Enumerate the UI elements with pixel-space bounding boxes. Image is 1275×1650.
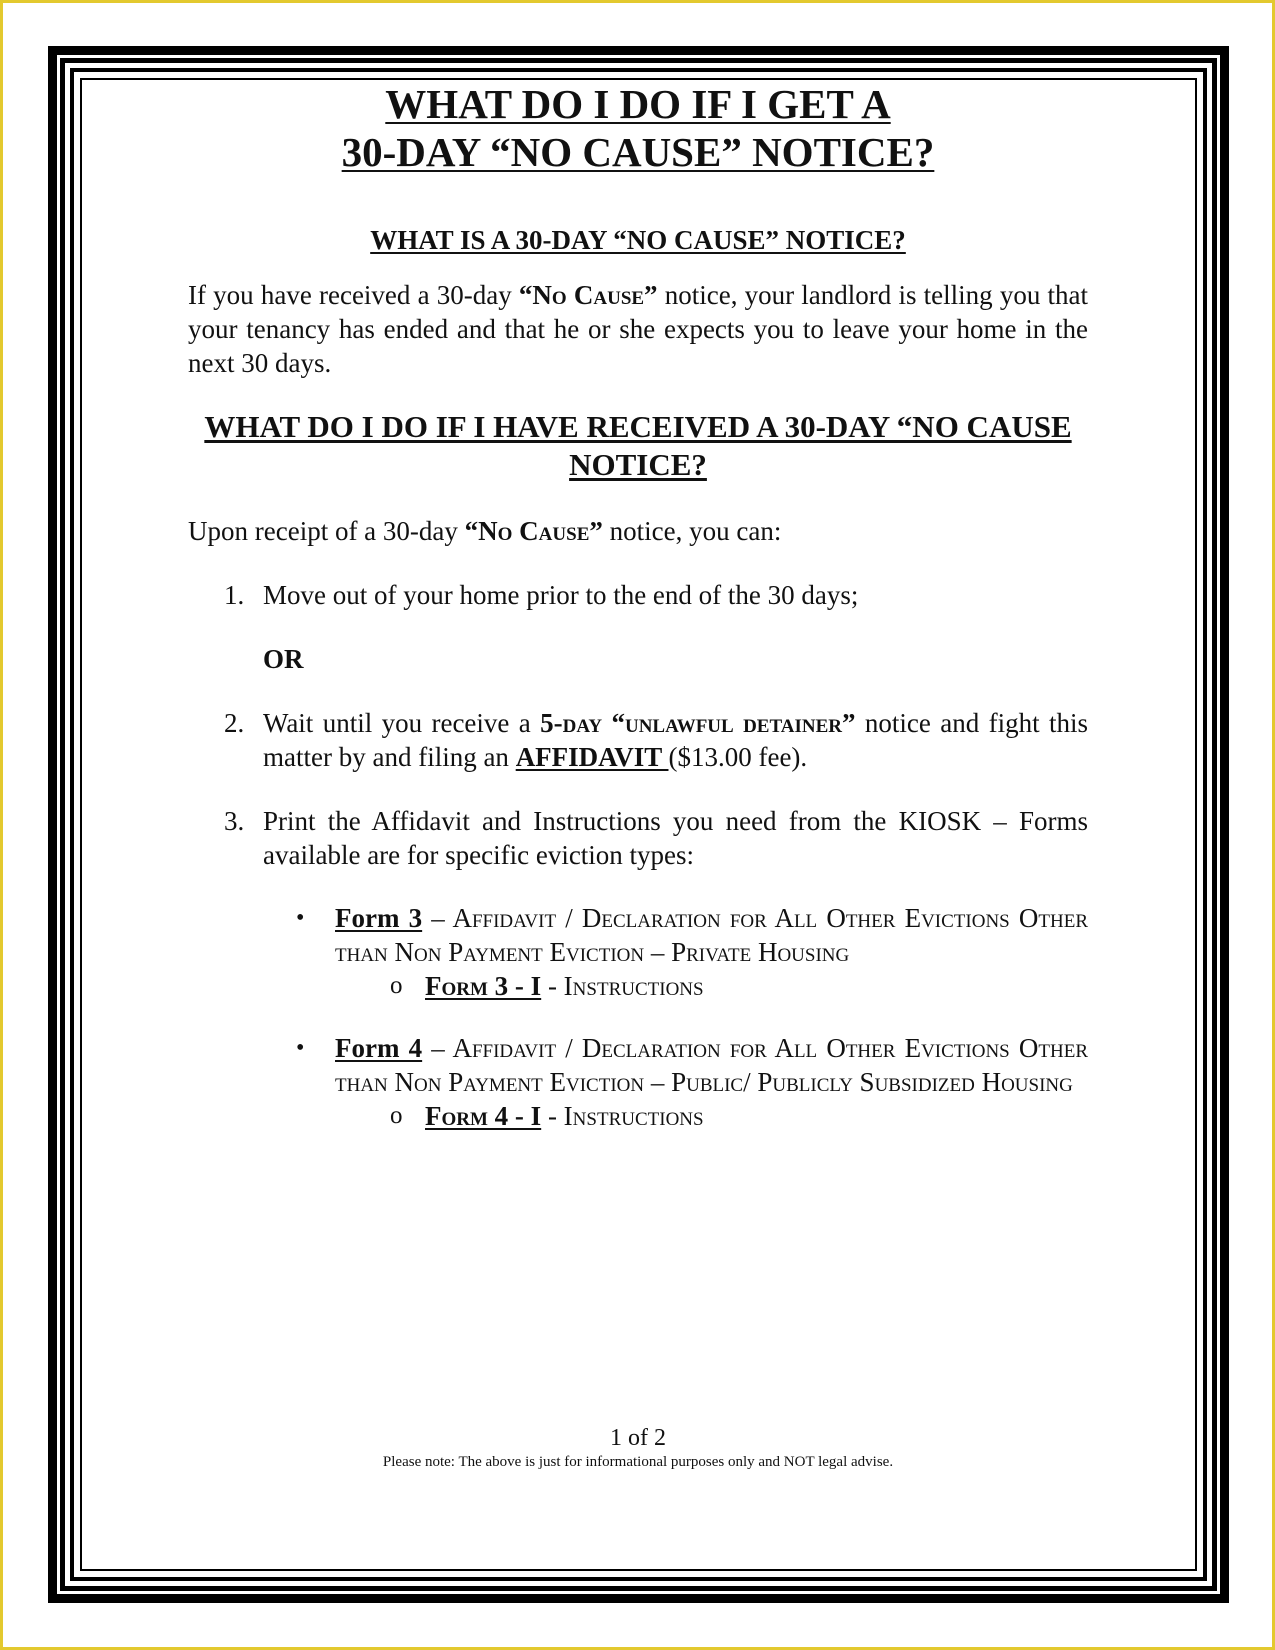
no-cause-emphasis: “No Cause” [518,280,658,310]
form-3-link[interactable]: Form 3 [335,903,423,933]
form-4-instructions: o Form 4 - I - Instructions [390,1101,704,1131]
circle-bullet-icon: o [390,1102,403,1129]
form-3-instructions: o Form 3 - I - Instructions [390,971,704,1001]
form-4-description: – Affidavit / Declaration for All Other Evictions Other than Non Payment Eviction – Public/ Publicly Subsidized Housing [335,1033,1089,1097]
title-line-1: WHAT DO I DO IF I GET A [385,81,891,127]
unlawful-detainer-emphasis: 5-day “unlawful detainer” [540,708,856,738]
form-4-i-link[interactable]: Form 4 - I [425,1101,542,1131]
form-3-i-link[interactable]: Form 3 - I [425,971,542,1001]
forms-list [263,902,1088,1134]
bullet-icon: • [296,1035,305,1061]
list-item-step-2: 2. Wait until you receive a 5-day “unlawful detainer” notice and fight this matter by and filing an AFFIDAVIT ($13.00 fee). [224,708,1088,772]
step-text: Print the Affidavit and Instructions you need from the KIOSK – Forms available are for specific eviction types: [263,806,1088,870]
affidavit-link[interactable]: AFFIDAVIT [515,742,669,772]
step-number: 2. [224,708,245,738]
form-4-link[interactable]: Form 4 [335,1033,423,1063]
list-item-form-3 [263,902,1088,1004]
document-body [188,80,1088,1164]
list-item-form-4 [263,1032,1088,1134]
step-number: 3. [224,806,245,836]
form-3-description: – Affidavit / Declaration for All Other Evictions Other than Non Payment Eviction – Private Housing [335,903,1089,967]
step-number: 1. [224,580,245,610]
page-number: 1 of 2 [610,1425,666,1451]
title-line-2: 30-DAY “NO CAUSE” NOTICE? [341,129,935,175]
page-footer [188,1424,1088,1472]
section-heading-what-to-do: WHAT DO I DO IF I HAVE RECEIVED A 30-DAY “NO CAUSE NOTICE? [204,409,1072,482]
list-item-step-1 [188,578,1088,676]
circle-bullet-icon: o [390,972,403,999]
options-intro: Upon receipt of a 30-day “No Cause” notice, you can: [188,516,782,546]
bullet-icon: • [296,905,305,931]
section-paragraph-what-is: If you have received a 30-day “No Cause” notice, your landlord is telling you that your tenancy has ended and that he or she expects you to leave your home in the next 30 days. [188,280,1088,378]
options-list [188,578,1088,1134]
list-item-step-3 [188,804,1088,1134]
or-separator: OR [263,644,304,674]
document-title [188,80,1088,176]
disclaimer-note: Please note: The above is just for informational purposes only and NOT legal advise. [382,1454,894,1470]
step-text: Move out of your home prior to the end of the 30 days; [263,580,859,610]
section-heading-what-is: WHAT IS A 30-DAY “NO CAUSE” NOTICE? [370,225,906,255]
no-cause-emphasis-2: “No Cause” [464,516,603,546]
